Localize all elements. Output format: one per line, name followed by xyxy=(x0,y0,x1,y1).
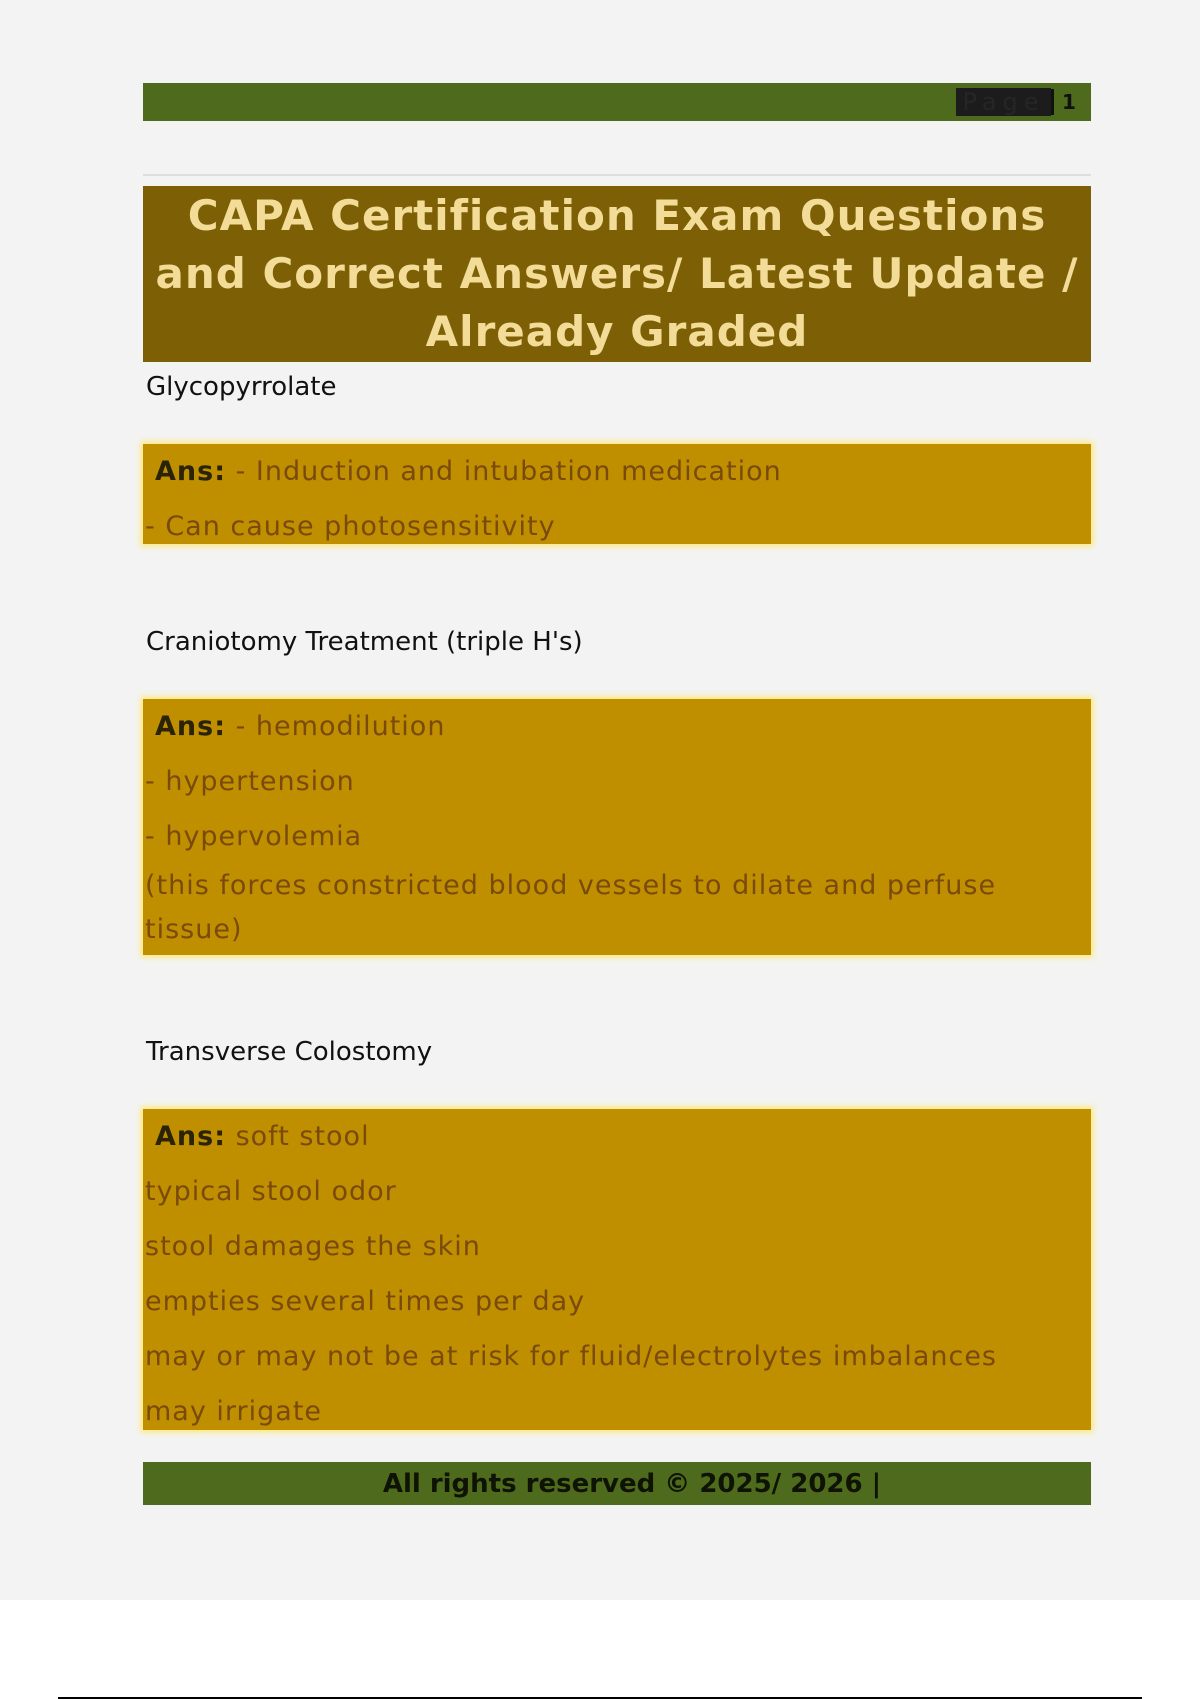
answer-box xyxy=(143,699,1091,955)
answer-box xyxy=(143,1109,1091,1430)
answer-line: empties several times per day xyxy=(145,1286,586,1317)
question-text: Craniotomy Treatment (triple H's) xyxy=(146,627,583,657)
answer-line: - hypertension xyxy=(145,766,355,797)
page-label: Page xyxy=(956,88,1051,116)
answer-line: may or may not be at risk for fluid/electrolytes imbalances xyxy=(145,1341,997,1372)
answer-line: - hypervolemia xyxy=(145,821,363,852)
copyright-text: All rights reserved © 2025/ 2026 | xyxy=(382,1468,882,1499)
header-rule xyxy=(143,174,1091,176)
answer-line: - Can cause photosensitivity xyxy=(145,511,556,542)
page-number: 1 xyxy=(1051,89,1091,115)
answer-line xyxy=(143,699,1091,754)
title-banner xyxy=(143,186,1091,362)
footer-bar xyxy=(143,1462,1091,1505)
answer-text: - hemodilution xyxy=(235,711,446,742)
answer-line: (this forces constricted blood vessels to dilate and perfuse tissue) xyxy=(145,870,997,945)
answer-line xyxy=(143,444,1091,499)
answer-label: Ans: xyxy=(155,711,226,742)
answer-label: Ans: xyxy=(155,456,226,487)
answer-line: stool damages the skin xyxy=(145,1231,481,1262)
answer-line xyxy=(143,1109,1091,1164)
answer-line: may irrigate xyxy=(145,1396,323,1427)
page-bottom-rule xyxy=(58,1697,1142,1699)
answer-box xyxy=(143,444,1091,544)
answer-text: - Induction and intubation medication xyxy=(235,456,782,487)
document-title: CAPA Certification Exam Questions and Correct Answers/ Latest Update / Already Graded xyxy=(155,191,1079,356)
question-text: Glycopyrrolate xyxy=(146,372,337,402)
answer-line: typical stool odor xyxy=(145,1176,397,1207)
answer-label: Ans: xyxy=(155,1121,226,1152)
answer-text: soft stool xyxy=(235,1121,370,1152)
question-text: Transverse Colostomy xyxy=(146,1037,433,1067)
header-bar xyxy=(143,83,1091,121)
